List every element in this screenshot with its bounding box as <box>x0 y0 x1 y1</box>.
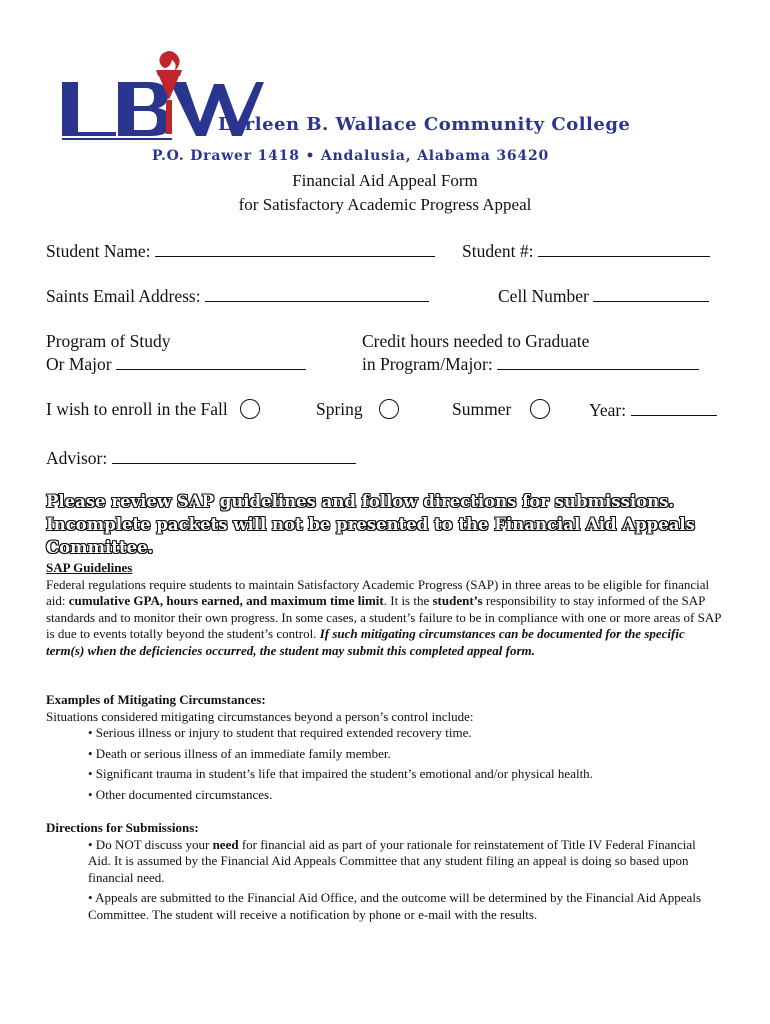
credit-hours-line[interactable] <box>497 353 699 370</box>
spring-radio[interactable] <box>379 399 399 419</box>
direction-1-post: for financial aid as part of your rationale for reinstatement of Title IV Federal Financial Aid. It is assumed by the Financial Aid Appeals Committee that any student filing an appeal is doing so based upon financial need. <box>88 836 696 885</box>
student-number-label: Student #: <box>462 241 534 261</box>
mitigating-heading: Examples of Mitigating Circumstances: <box>46 692 266 707</box>
sap-guidelines-heading: SAP Guidelines <box>46 560 133 575</box>
sap-text-bolditalic: If such mitigating circumstances can be documented for the specific term(s) when the deficiencies occurred, the student may submit this completed appeal form. <box>46 626 685 658</box>
summer-label: Summer <box>452 399 512 419</box>
form-title: Financial Aid Appeal Form <box>292 171 478 190</box>
credit-hours-field[interactable] <box>362 353 699 375</box>
list-item: • Appeals are submitted to the Financial Aid Office, and the outcome will be determined by the Financial Aid Appeals Committee. The student will receive a notification by phone or e-mail with the results. <box>88 890 701 922</box>
list-item: • Other documented circumstances. <box>88 786 273 802</box>
cell-number-line[interactable] <box>593 285 709 302</box>
spring-label: Spring <box>316 399 363 419</box>
program-label-line1: Program of Study <box>46 331 171 351</box>
college-address: P.O. Drawer 1418 • Andalusia, Alabama 36420 <box>152 148 550 164</box>
advisor-field[interactable] <box>46 447 356 469</box>
enroll-fall-option[interactable] <box>46 399 260 420</box>
year-field[interactable] <box>589 399 717 421</box>
year-label: Year: <box>589 400 627 420</box>
enroll-fall-label: I wish to enroll in the Fall <box>46 399 228 419</box>
mitigating-intro: Situations considered mitigating circumstances beyond a person’s control include: <box>46 708 474 724</box>
form-subtitle: for Satisfactory Academic Progress Appeal <box>238 195 532 214</box>
directions-section <box>46 820 726 923</box>
sap-text-bold-2: student’s <box>432 593 483 608</box>
advisor-label: Advisor: <box>46 448 108 468</box>
college-name: Lurleen B. Wallace Community College <box>218 114 631 135</box>
summer-radio[interactable] <box>530 399 550 419</box>
fall-radio[interactable] <box>240 399 260 419</box>
submission-notice: Please review SAP guidelines and follow directions for submissions. Incomplete packets will not be presented to the Financial Aid Appeals Committee. <box>46 492 695 557</box>
direction-1-bold: need <box>212 836 239 852</box>
major-line[interactable] <box>116 353 306 370</box>
mitigating-section <box>46 692 726 803</box>
sap-guidelines-paragraph <box>46 577 726 660</box>
credit-hours-label-line1: Credit hours needed to Graduate <box>362 331 590 351</box>
list-item <box>88 837 704 887</box>
sap-text-2: . It is the <box>383 593 433 608</box>
cell-number-label: Cell Number <box>498 286 589 306</box>
student-name-label: Student Name: <box>46 241 151 261</box>
advisor-line[interactable] <box>112 447 356 464</box>
major-field[interactable] <box>46 353 306 375</box>
sap-text-bold-1: cumulative GPA, hours earned, and maximum time limit <box>68 593 384 608</box>
list-item: • Serious illness or injury to student that required extended recovery time. <box>88 725 472 740</box>
saints-email-label: Saints Email Address: <box>46 286 201 306</box>
sap-text-1: Federal regulations require students to maintain Satisfactory Academic Progress (SAP) in three areas to be eligible for financial aid: <box>46 576 710 608</box>
credit-hours-label: in Program/Major: <box>362 354 493 374</box>
sap-guidelines-section <box>46 560 726 659</box>
direction-1-pre: • Do NOT discuss your <box>88 836 213 852</box>
student-number-line[interactable] <box>538 240 710 257</box>
directions-heading: Directions for Submissions: <box>46 820 199 835</box>
sap-text-3: responsibility to stay informed of the SAP standards and to monitor their own progress. In some cases, a student’s failure to be in compliance with one or more areas of SAP is due to events totally beyond the student’s control. <box>46 593 721 641</box>
year-line[interactable] <box>631 399 717 416</box>
summer-option[interactable] <box>452 399 550 420</box>
cell-number-field[interactable] <box>498 285 709 307</box>
major-label: Or Major <box>46 354 112 374</box>
saints-email-line[interactable] <box>205 285 429 302</box>
list-item: • Significant trauma in student’s life that impaired the student’s emotional and/or physical health. <box>88 766 593 781</box>
saints-email-field[interactable] <box>46 285 429 307</box>
student-number-field[interactable] <box>462 240 710 262</box>
student-name-line[interactable] <box>155 240 435 257</box>
list-item: • Death or serious illness of an immediate family member. <box>88 745 391 761</box>
student-name-field[interactable] <box>46 240 435 262</box>
spring-option[interactable] <box>316 399 399 420</box>
